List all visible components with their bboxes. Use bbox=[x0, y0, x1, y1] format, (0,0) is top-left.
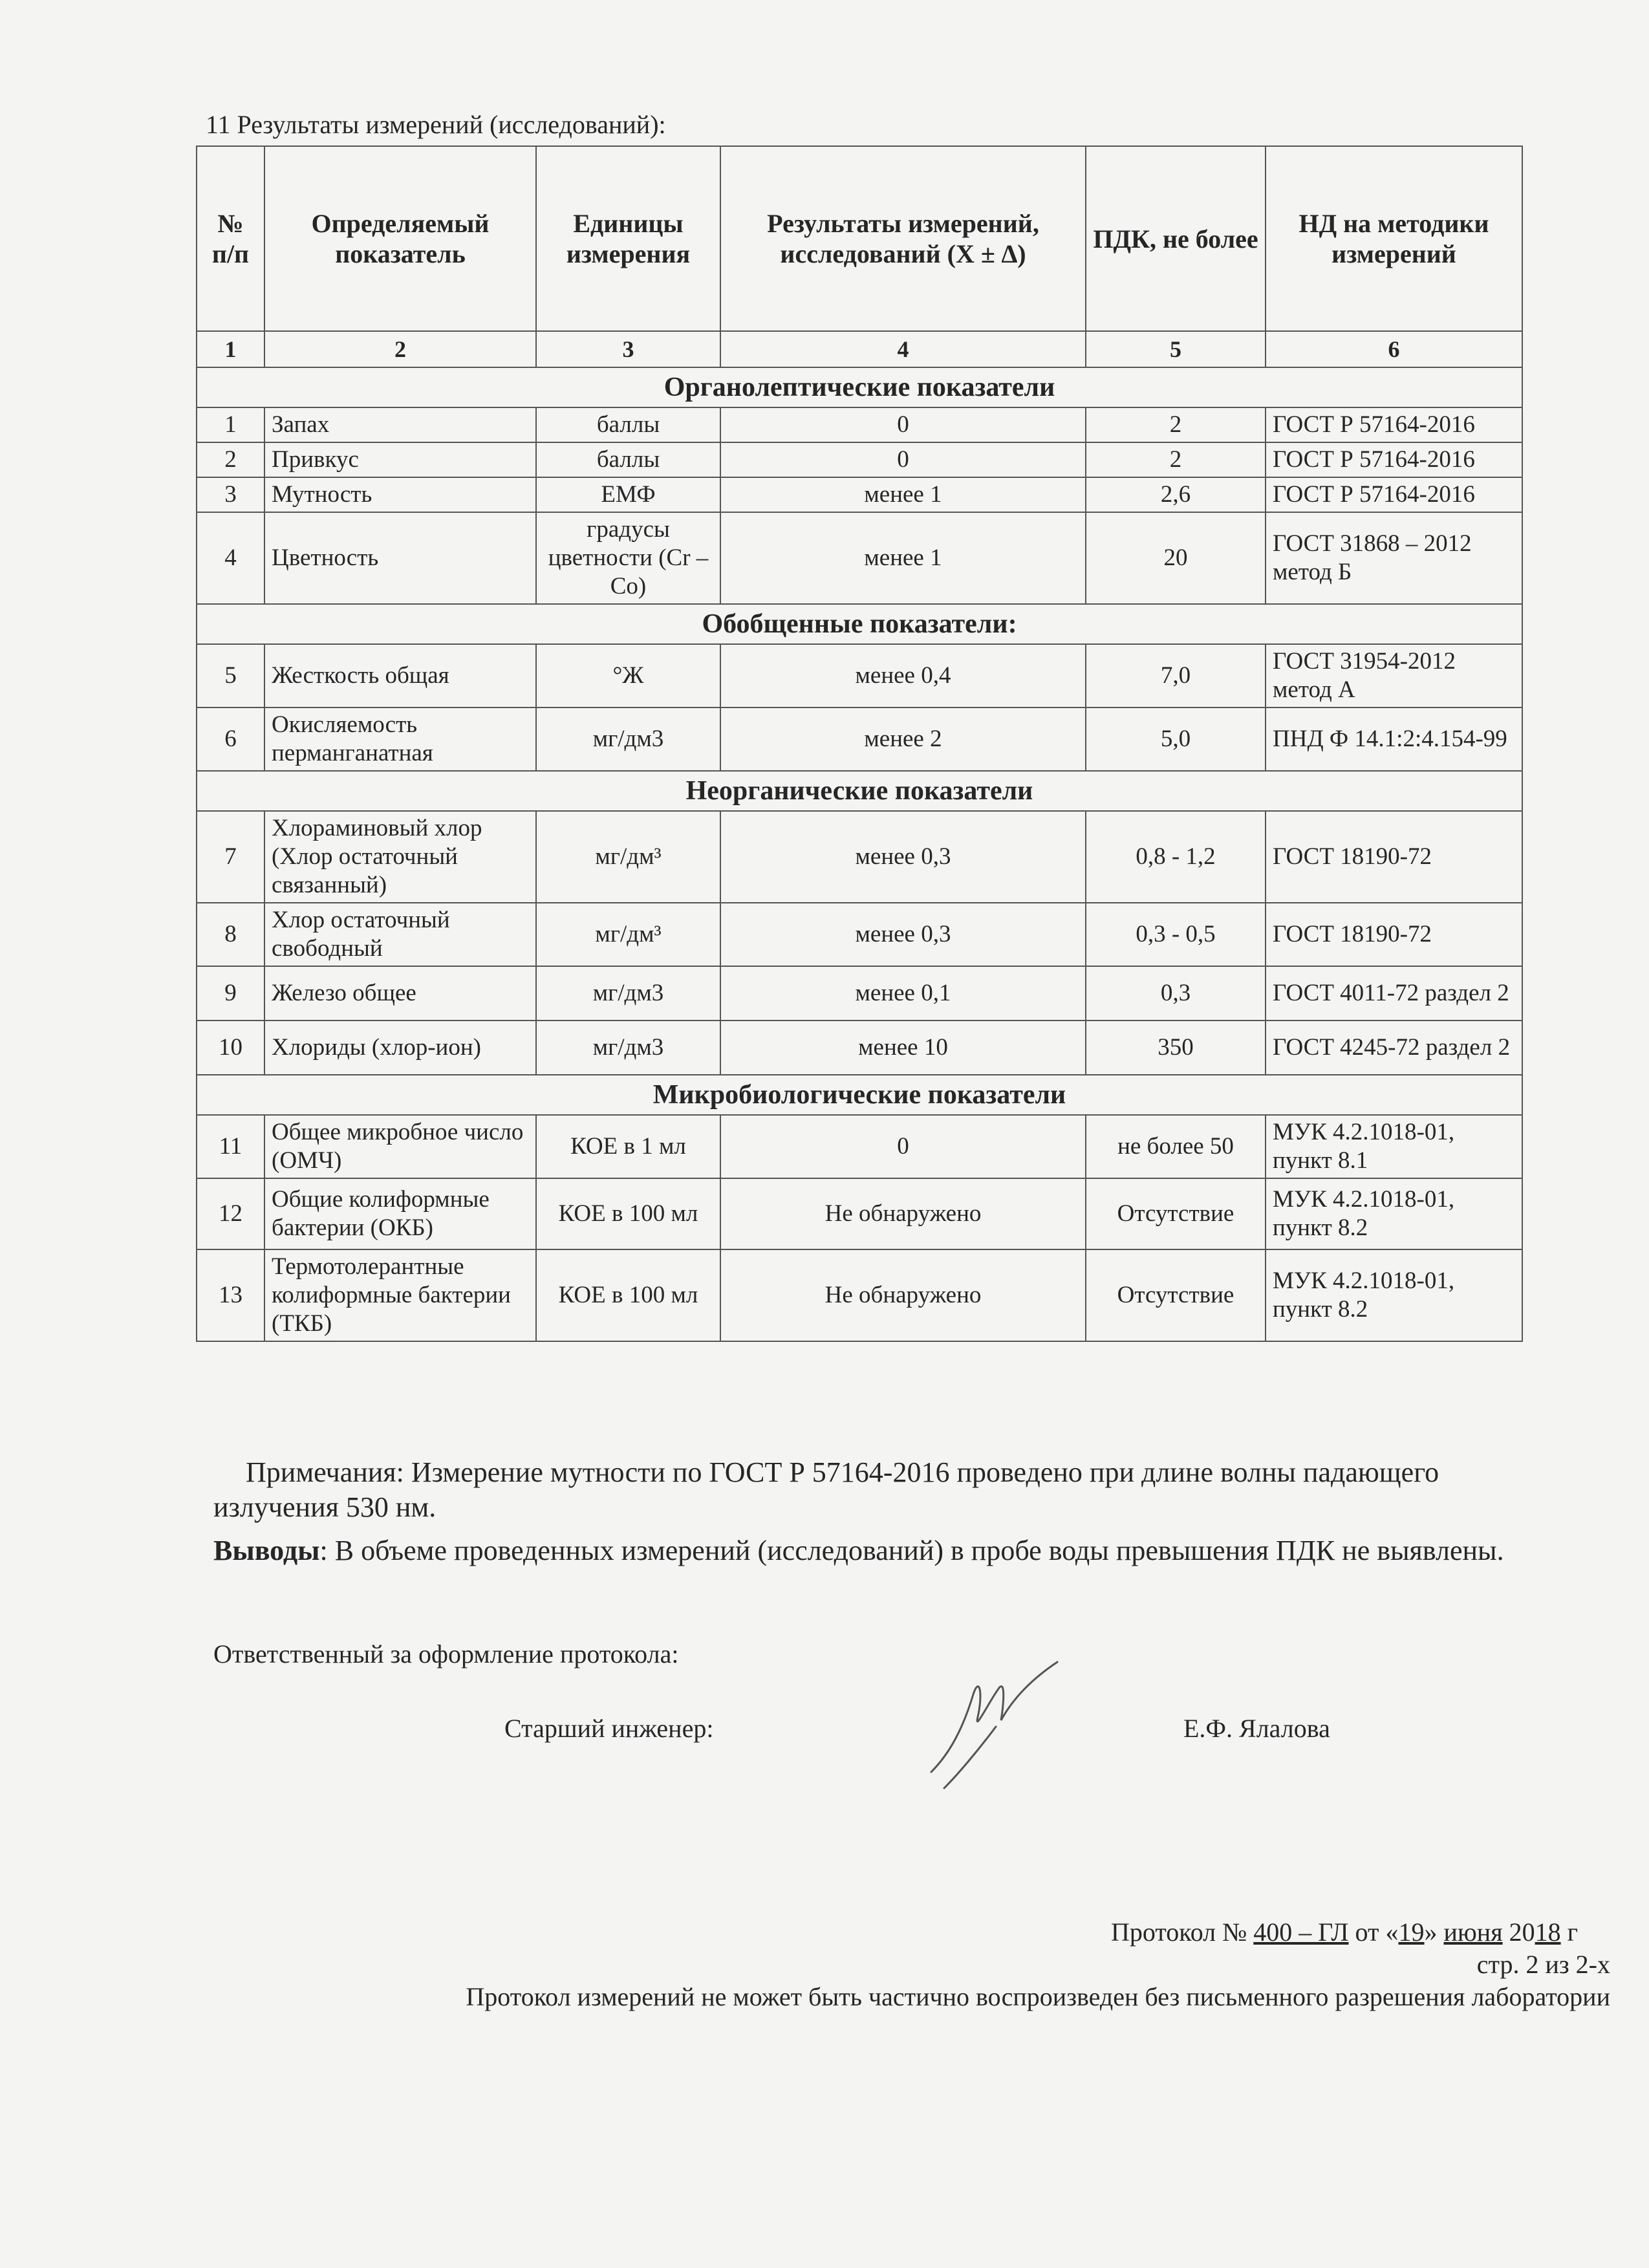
header-method: НД на методики измерений bbox=[1266, 146, 1522, 331]
cell-result: Не обнаружено bbox=[720, 1249, 1086, 1341]
cell-result: менее 0,3 bbox=[720, 903, 1086, 966]
section-title: Обобщенные показатели: bbox=[197, 604, 1522, 644]
cell-method: ГОСТ Р 57164-2016 bbox=[1266, 477, 1522, 512]
header-number: № п/п bbox=[197, 146, 264, 331]
conclusion-label: Выводы bbox=[213, 1535, 320, 1566]
cell-indicator: Хлор остаточный свободный bbox=[264, 903, 536, 966]
protocol-date-from: от « bbox=[1348, 1917, 1399, 1947]
section-row bbox=[197, 367, 1522, 407]
header-indicator: Определяемый показатель bbox=[264, 146, 536, 331]
cell-unit: мг/дм³ bbox=[536, 903, 720, 966]
cell-pdk: 7,0 bbox=[1086, 644, 1266, 707]
cell-result: менее 1 bbox=[720, 477, 1086, 512]
cell-pdk: 0,3 - 0,5 bbox=[1086, 903, 1266, 966]
cell-indicator: Железо общее bbox=[264, 966, 536, 1021]
table-row bbox=[197, 707, 1522, 771]
cell-indicator: Цветность bbox=[264, 512, 536, 604]
cell-method: ГОСТ 4011-72 раздел 2 bbox=[1266, 966, 1522, 1021]
protocol-date-end: г bbox=[1560, 1917, 1578, 1947]
cell-unit: КОЕ в 1 мл bbox=[536, 1115, 720, 1178]
cell-number: 1 bbox=[197, 407, 264, 442]
cell-pdk: не более 50 bbox=[1086, 1115, 1266, 1178]
table-row bbox=[197, 1249, 1522, 1341]
cell-pdk: 0,3 bbox=[1086, 966, 1266, 1021]
cell-indicator: Общие колиформные бактерии (ОКБ) bbox=[264, 1178, 536, 1249]
cell-unit: баллы bbox=[536, 407, 720, 442]
cell-pdk: 2 bbox=[1086, 442, 1266, 477]
cell-indicator: Привкус bbox=[264, 442, 536, 477]
table-header-row bbox=[197, 146, 1522, 331]
cell-result: менее 0,1 bbox=[720, 966, 1086, 1021]
cell-result: Не обнаружено bbox=[720, 1178, 1086, 1249]
cell-unit: градусы цветности (Сr – Co) bbox=[536, 512, 720, 604]
table-row bbox=[197, 442, 1522, 477]
cell-method: ПНД Ф 14.1:2:4.154-99 bbox=[1266, 707, 1522, 771]
cell-method: ГОСТ 18190-72 bbox=[1266, 811, 1522, 903]
cell-result: 0 bbox=[720, 1115, 1086, 1178]
position-label: Старший инженер: bbox=[504, 1714, 714, 1743]
notes bbox=[213, 1455, 1558, 1525]
section-title: Неорганические показатели bbox=[197, 771, 1522, 811]
cell-pdk: 5,0 bbox=[1086, 707, 1266, 771]
protocol-date-month: июня bbox=[1443, 1917, 1503, 1947]
page-number: стр. 2 из 2-х bbox=[1476, 1950, 1610, 1979]
cell-number: 11 bbox=[197, 1115, 264, 1178]
results-table bbox=[196, 146, 1523, 1342]
header-result: Результаты измерений, исследований (Х ± ∆) bbox=[720, 146, 1086, 331]
cell-indicator: Окисляемость перманганатная bbox=[264, 707, 536, 771]
column-number-row bbox=[197, 331, 1522, 367]
column-number: 4 bbox=[720, 331, 1086, 367]
cell-method: ГОСТ Р 57164-2016 bbox=[1266, 442, 1522, 477]
conclusion-text: : В объеме проведенных измерений (исследований) в пробе воды превышения ПДК не выявлены. bbox=[319, 1535, 1504, 1566]
cell-result: менее 2 bbox=[720, 707, 1086, 771]
section-row bbox=[197, 604, 1522, 644]
cell-number: 7 bbox=[197, 811, 264, 903]
cell-result: 0 bbox=[720, 442, 1086, 477]
cell-pdk: 350 bbox=[1086, 1021, 1266, 1075]
cell-unit: мг/дм3 bbox=[536, 1021, 720, 1075]
table-body bbox=[197, 367, 1522, 1341]
table-row bbox=[197, 1021, 1522, 1075]
column-number: 3 bbox=[536, 331, 720, 367]
cell-pdk: 2,6 bbox=[1086, 477, 1266, 512]
cell-number: 6 bbox=[197, 707, 264, 771]
cell-indicator: Хлораминовый хлор (Хлор остаточный связанный) bbox=[264, 811, 536, 903]
signer-name: Е.Ф. Ялалова bbox=[1183, 1714, 1330, 1743]
handwritten-signature bbox=[918, 1656, 1067, 1791]
header-pdk: ПДК, не более bbox=[1086, 146, 1266, 331]
cell-indicator: Запах bbox=[264, 407, 536, 442]
section-title: Микробиологические показатели bbox=[197, 1075, 1522, 1115]
cell-number: 10 bbox=[197, 1021, 264, 1075]
cell-unit: мг/дм3 bbox=[536, 707, 720, 771]
conclusion bbox=[213, 1533, 1558, 1569]
cell-indicator: Мутность bbox=[264, 477, 536, 512]
protocol-date-mid: » bbox=[1424, 1917, 1444, 1947]
table-row bbox=[197, 966, 1522, 1021]
cell-unit: КОЕ в 100 мл bbox=[536, 1178, 720, 1249]
page-heading: 11 Результаты измерений (исследований): bbox=[206, 110, 666, 139]
cell-method: ГОСТ 4245-72 раздел 2 bbox=[1266, 1021, 1522, 1075]
cell-number: 12 bbox=[197, 1178, 264, 1249]
cell-number: 9 bbox=[197, 966, 264, 1021]
section-title: Органолептические показатели bbox=[197, 367, 1522, 407]
cell-pdk: 2 bbox=[1086, 407, 1266, 442]
responsible-label: Ответственный за оформление протокола: bbox=[213, 1639, 679, 1669]
cell-unit: ЕМФ bbox=[536, 477, 720, 512]
table-row bbox=[197, 903, 1522, 966]
table-row bbox=[197, 477, 1522, 512]
table-row bbox=[197, 644, 1522, 707]
cell-number: 13 bbox=[197, 1249, 264, 1341]
cell-unit: °Ж bbox=[536, 644, 720, 707]
column-number: 2 bbox=[264, 331, 536, 367]
table-row bbox=[197, 407, 1522, 442]
cell-indicator: Общее микробное число (ОМЧ) bbox=[264, 1115, 536, 1178]
footer-disclaimer: Протокол измерений не может быть частично воспроизведен без письменного разрешения лаборатории bbox=[466, 1982, 1610, 2011]
cell-result: 0 bbox=[720, 407, 1086, 442]
cell-pdk: 0,8 - 1,2 bbox=[1086, 811, 1266, 903]
table-row bbox=[197, 811, 1522, 903]
cell-indicator: Жесткость общая bbox=[264, 644, 536, 707]
cell-method: МУК 4.2.1018-01, пункт 8.2 bbox=[1266, 1178, 1522, 1249]
section-row bbox=[197, 771, 1522, 811]
cell-method: ГОСТ 31954-2012 метод А bbox=[1266, 644, 1522, 707]
cell-method: ГОСТ Р 57164-2016 bbox=[1266, 407, 1522, 442]
column-number: 5 bbox=[1086, 331, 1266, 367]
cell-pdk: 20 bbox=[1086, 512, 1266, 604]
cell-result: менее 10 bbox=[720, 1021, 1086, 1075]
notes-text: Примечания: Измерение мутности по ГОСТ Р 57164-2016 проведено при длине волны падающего излучения 530 нм. bbox=[213, 1456, 1439, 1523]
protocol-number: 400 – ГЛ bbox=[1253, 1917, 1349, 1947]
cell-method: МУК 4.2.1018-01, пункт 8.2 bbox=[1266, 1249, 1522, 1341]
section-row bbox=[197, 1075, 1522, 1115]
cell-unit: баллы bbox=[536, 442, 720, 477]
table-row bbox=[197, 1115, 1522, 1178]
cell-number: 3 bbox=[197, 477, 264, 512]
cell-number: 4 bbox=[197, 512, 264, 604]
protocol-prefix: Протокол № bbox=[1110, 1917, 1254, 1947]
cell-method: МУК 4.2.1018-01, пункт 8.1 bbox=[1266, 1115, 1522, 1178]
cell-pdk: Отсутствие bbox=[1086, 1249, 1266, 1341]
cell-number: 8 bbox=[197, 903, 264, 966]
column-number: 6 bbox=[1266, 331, 1522, 367]
cell-unit: КОЕ в 100 мл bbox=[536, 1249, 720, 1341]
table-row bbox=[197, 512, 1522, 604]
protocol-date-year-suffix: 18 bbox=[1535, 1917, 1561, 1947]
cell-result: менее 1 bbox=[720, 512, 1086, 604]
cell-indicator: Термотолерантные колиформные бактерии (ТКБ) bbox=[264, 1249, 536, 1341]
column-number: 1 bbox=[197, 331, 264, 367]
cell-result: менее 0,4 bbox=[720, 644, 1086, 707]
cell-unit: мг/дм³ bbox=[536, 811, 720, 903]
cell-pdk: Отсутствие bbox=[1086, 1178, 1266, 1249]
header-unit: Единицы измерения bbox=[536, 146, 720, 331]
cell-number: 5 bbox=[197, 644, 264, 707]
cell-indicator: Хлориды (хлор-ион) bbox=[264, 1021, 536, 1075]
cell-unit: мг/дм3 bbox=[536, 966, 720, 1021]
cell-result: менее 0,3 bbox=[720, 811, 1086, 903]
cell-number: 2 bbox=[197, 442, 264, 477]
cell-method: ГОСТ 18190-72 bbox=[1266, 903, 1522, 966]
cell-method: ГОСТ 31868 – 2012 метод Б bbox=[1266, 512, 1522, 604]
protocol-date-year-prefix: 20 bbox=[1502, 1917, 1535, 1947]
protocol-date-day: 19 bbox=[1398, 1917, 1425, 1947]
footer-protocol bbox=[1111, 1917, 1578, 1947]
table-row bbox=[197, 1178, 1522, 1249]
